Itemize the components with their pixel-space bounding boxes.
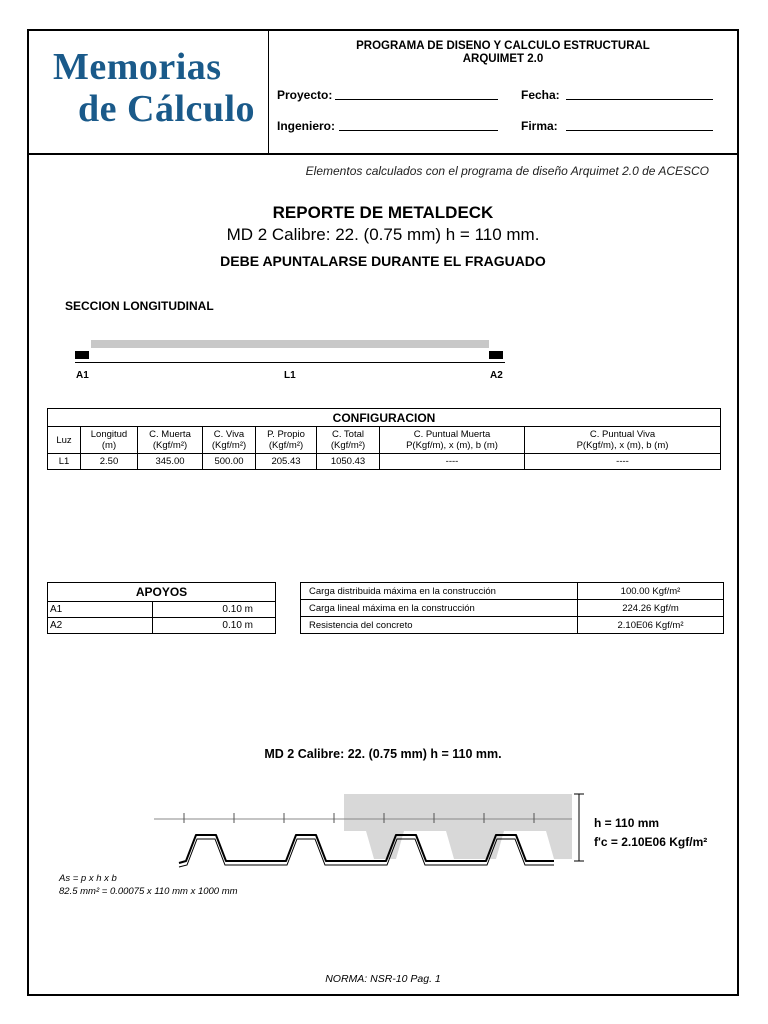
report-warning: DEBE APUNTALARSE DURANTE EL FRAGUADO (220, 253, 546, 269)
deck-section-title: MD 2 Calibre: 22. (0.75 mm) h = 110 mm. (264, 747, 502, 761)
apoyo-value: 0.10 m (153, 618, 276, 634)
fecha-field[interactable] (566, 98, 713, 100)
logo-line-1: Memorias (53, 46, 222, 88)
header-c-puntual-muerta: C. Puntual Muerta P(Kgf/m), x (m), b (m) (380, 427, 525, 454)
report-header (29, 31, 737, 155)
node-label-a1: A1 (76, 370, 89, 381)
deck-height-label: h = 110 mm (594, 816, 660, 830)
apoyo-name: A1 (48, 602, 153, 618)
configuracion-table (47, 408, 721, 470)
concrete-fill (344, 794, 572, 859)
property-label: Resistencia del concreto (301, 617, 578, 634)
node-label-l1: L1 (284, 370, 296, 381)
property-label: Carga distribuida máxima en la construcción (301, 583, 578, 600)
property-value: 2.10E06 Kgf/m² (578, 617, 724, 634)
cell-c-total: 1050.43 (317, 454, 380, 470)
properties-table (300, 582, 724, 634)
configuracion-header-row (48, 427, 721, 454)
table-row (301, 583, 724, 600)
cell-longitud: 2.50 (81, 454, 138, 470)
page-footer: NORMA: NSR-10 Pag. 1 (325, 973, 441, 985)
header-c-total: C. Total (Kgf/m²) (317, 427, 380, 454)
section-longitudinal-label: SECCION LONGITUDINAL (65, 299, 214, 313)
table-row (48, 602, 276, 618)
property-value: 224.26 Kgf/m (578, 600, 724, 617)
logo-box (29, 31, 269, 153)
apoyos-table (47, 582, 276, 634)
ingeniero-label: Ingeniero: (277, 119, 336, 133)
cell-luz: L1 (48, 454, 81, 470)
table-row (301, 600, 724, 617)
header-longitud: Longitud (m) (81, 427, 138, 454)
report-deck-spec: MD 2 Calibre: 22. (0.75 mm) h = 110 mm. (226, 225, 540, 244)
support-a1-block (75, 351, 89, 359)
program-title (269, 40, 737, 66)
apoyo-value: 0.10 m (153, 602, 276, 618)
property-value: 100.00 Kgf/m² (578, 583, 724, 600)
cell-c-puntual-viva: ---- (525, 454, 721, 470)
firma-field[interactable] (566, 129, 713, 131)
proyecto-field[interactable] (335, 98, 498, 100)
beam-bar (91, 340, 489, 348)
header-c-muerta: C. Muerta (Kgf/m²) (138, 427, 203, 454)
property-label: Carga lineal máxima en la construcción (301, 600, 578, 617)
apoyo-name: A2 (48, 618, 153, 634)
header-luz: Luz (48, 427, 81, 454)
fecha-label: Fecha: (521, 88, 560, 102)
node-label-a2: A2 (490, 370, 503, 381)
ingeniero-field[interactable] (339, 129, 498, 131)
report-title: REPORTE DE METALDECK (272, 203, 494, 222)
logo-line-2: de Cálculo (78, 88, 256, 130)
cell-c-muerta: 345.00 (138, 454, 203, 470)
report-subtitle: Elementos calculados con el programa de diseño Arquimet 2.0 de ACESCO (305, 164, 709, 178)
cell-p-propio: 205.43 (256, 454, 317, 470)
proyecto-label: Proyecto: (277, 88, 333, 102)
configuracion-title: CONFIGURACION (48, 409, 721, 427)
deck-profile-drawing (124, 791, 584, 871)
table-row (301, 617, 724, 634)
area-formula: As = p x h x b (59, 873, 117, 884)
support-a2-block (489, 351, 503, 359)
header-p-propio: P. Propio (Kgf/m²) (256, 427, 317, 454)
cell-c-puntual-muerta: ---- (380, 454, 525, 470)
area-calculation: 82.5 mm² = 0.00075 x 110 mm x 1000 mm (59, 886, 238, 897)
header-c-puntual-viva: C. Puntual Viva P(Kgf/m), x (m), b (m) (525, 427, 721, 454)
table-row (48, 454, 721, 470)
apoyos-title: APOYOS (48, 583, 276, 602)
cell-c-viva: 500.00 (203, 454, 256, 470)
report-page (27, 29, 739, 996)
table-row (48, 618, 276, 634)
header-c-viva: C. Viva (Kgf/m²) (203, 427, 256, 454)
program-title-line-1: PROGRAMA DE DISENO Y CALCULO ESTRUCTURAL (356, 40, 650, 52)
firma-label: Firma: (521, 119, 558, 133)
deck-fc-label: f'c = 2.10E06 Kgf/m² (594, 835, 708, 849)
program-title-line-2: ARQUIMET 2.0 (462, 53, 544, 65)
beam-axis-line (75, 362, 505, 363)
